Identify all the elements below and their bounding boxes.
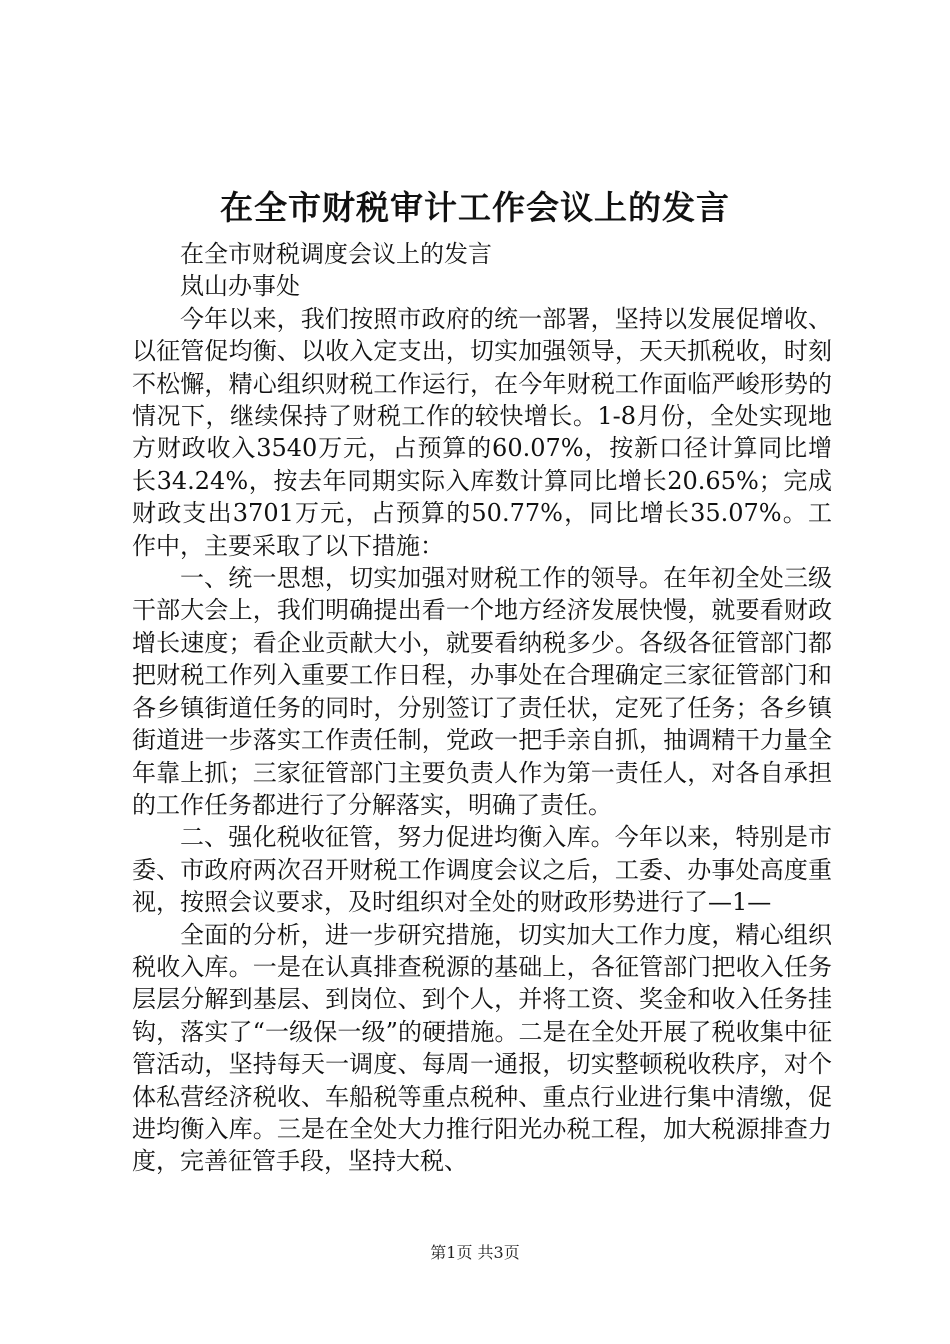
page-footer: 第1页 共3页 <box>430 1243 520 1262</box>
continuation-paragraph: 全面的分析，进一步研究措施，切实加大工作力度，精心组织税收入库。一是在认真排查税源的基础上，各征管部门把收入任务层层分解到基层、到岗位、到个人，并将工资、奖金和收入任务挂钩，落实了“一级保一级”的硬措施。二是在全处开展了税收集中征管活动，坚持每天一调度、每周一通报，切实整顿税收秩序，对个体私营经济税收、车船税等重点税种、重点行业进行集中清缴，促进均衡入库。三是在全处大力推行阳光办税工程，加大税源排查力度，完善征管手段，坚持大税、 <box>132 920 832 1176</box>
author-paragraph: 岚山办事处 <box>180 272 300 301</box>
subtitle-paragraph: 在全市财税调度会议上的发言 <box>180 240 492 268</box>
document-body <box>132 238 832 1178</box>
document-title: 在全市财税审计工作会议上的发言 <box>220 188 730 227</box>
intro-paragraph: 今年以来，我们按照市政府的统一部署，坚持以发展促增收、以征管促均衡、以收入定支出，切实加强领导，天天抓税收，时刻不松懈，精心组织财税工作运行，在今年财税工作面临严峻形势的情况下，继续保持了财税工作的较快增长。1-8月份，全处实现地方财政收入3540万元，占预算的60.07%，按新口径计算同比增长34.24%，按去年同期实际入库数计算同比增长20.65%；完成财政支出3701万元，占预算的50.77%，同比增长35.07%。工作中，主要采取了以下措施： <box>132 304 832 560</box>
measure-two-paragraph: 二、强化税收征管，努力促进均衡入库。今年以来，特别是市委、市政府两次召开财税工作调度会议之后，工委、办事处高度重视，按照会议要求，及时组织对全处的财政形势进行了—1— <box>132 823 832 917</box>
measure-one-paragraph: 一、统一思想，切实加强对财税工作的领导。在年初全处三级干部大会上，我们明确提出看一个地方经济发展快慢，就要看财政增长速度；看企业贡献大小，就要看纳税多少。各级各征管部门都把财税工作列入重要工作日程，办事处在合理确定三家征管部门和各乡镇街道任务的同时，分别签订了责任状，定死了任务；各乡镇街道进一步落实工作责任制，党政一把手亲自抓，抽调精干力量全年靠上抓；三家征管部门主要负责人作为第一责任人，对各自承担的工作任务都进行了分解落实，明确了责任。 <box>132 564 832 819</box>
